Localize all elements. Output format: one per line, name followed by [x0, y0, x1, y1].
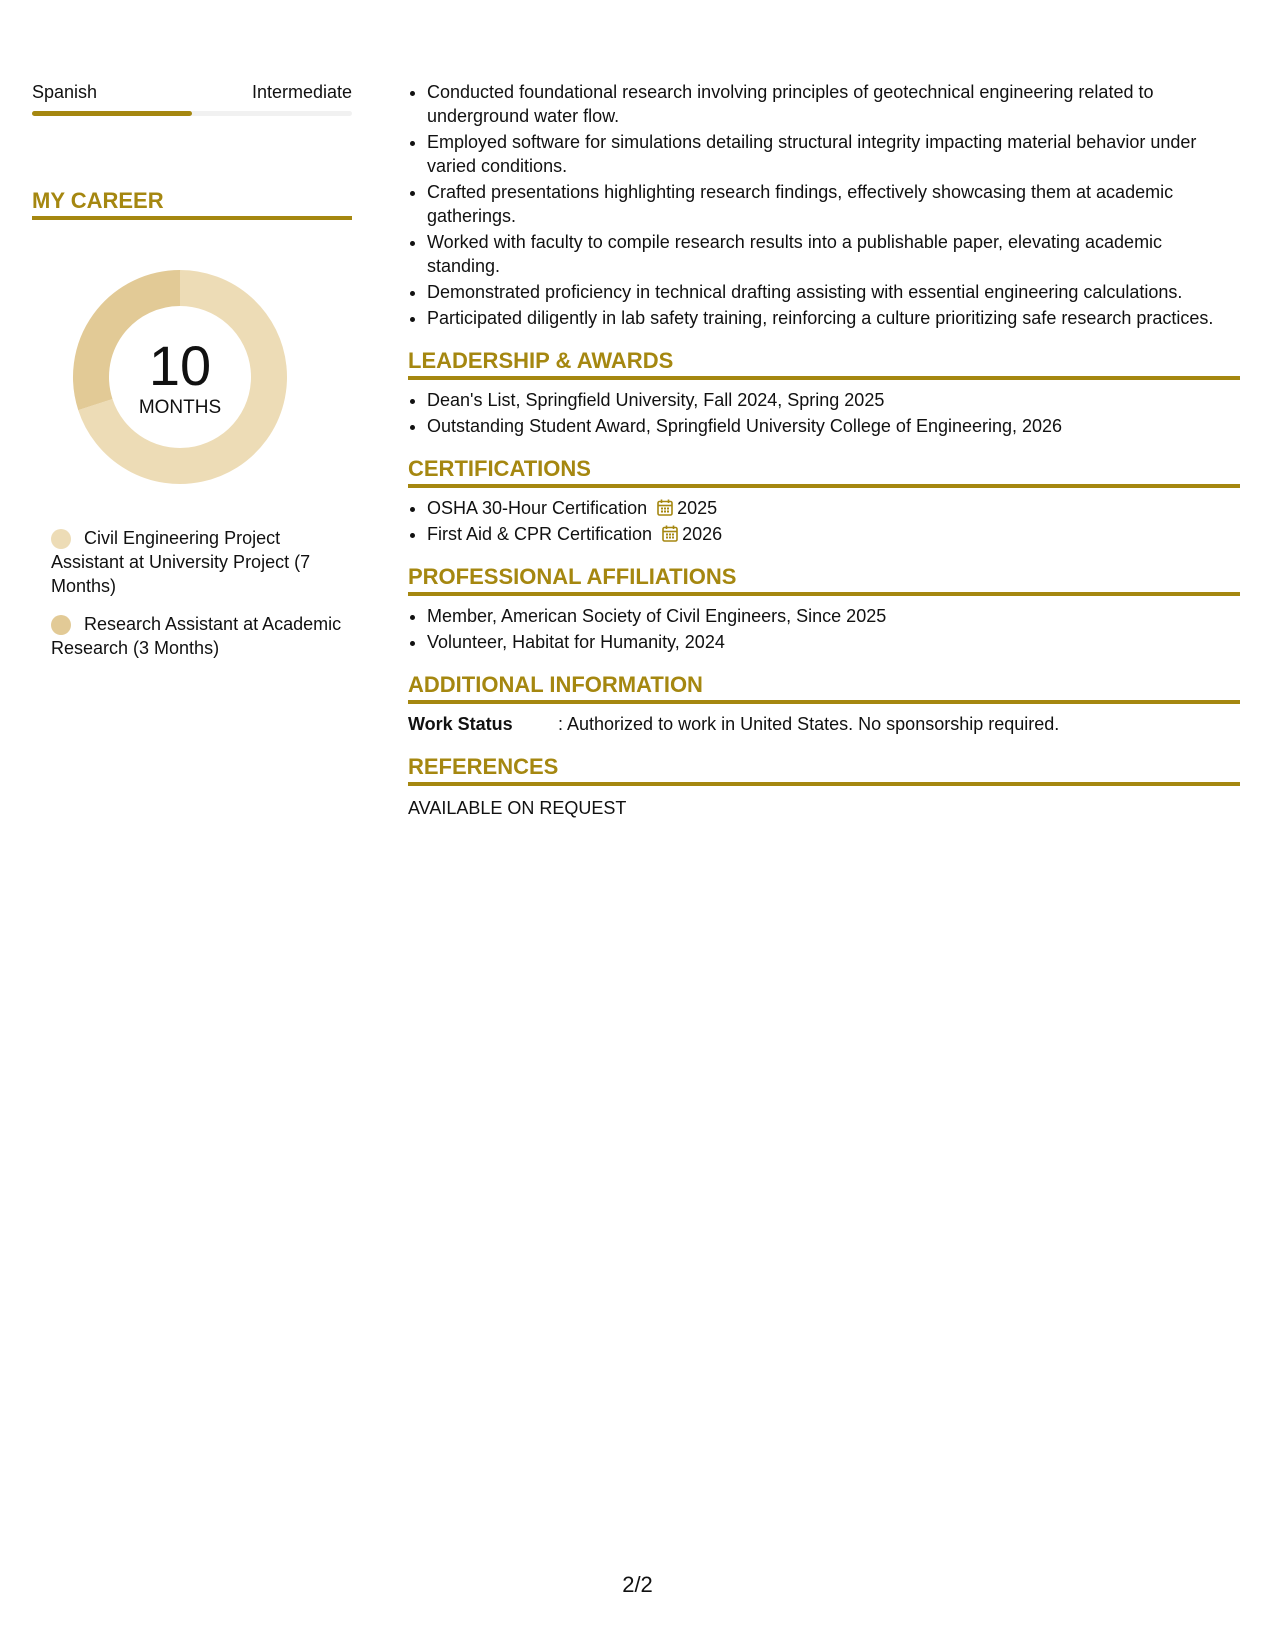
- legend-item: [51, 526, 352, 598]
- experience-bullet: • Employed software for simulations detailing structural integrity impacting material behavior under varied conditions.: [427, 130, 1240, 178]
- certification-item: [427, 522, 1240, 546]
- certification-year: 2026: [682, 524, 723, 544]
- certification-year: 2025: [677, 498, 718, 518]
- language-row: [32, 80, 352, 104]
- sidebar: [32, 80, 352, 674]
- career-donut-chart: [67, 264, 293, 490]
- references-text: AVAILABLE ON REQUEST: [408, 798, 627, 818]
- page-number: 2/2: [622, 1572, 653, 1597]
- experience-bullet: • Conducted foundational research involving principles of geotechnical engineering related to underground water flow.: [427, 80, 1240, 128]
- legend-dot: [51, 615, 71, 635]
- leadership-item: • Dean's List, Springfield University, Fall 2024, Spring 2025: [427, 388, 1240, 412]
- certification-item: [427, 496, 1240, 520]
- career-legend: [51, 526, 352, 660]
- leadership-heading: LEADERSHIP & AWARDS: [408, 348, 1240, 380]
- certification-name: OSHA 30-Hour Certification: [427, 498, 648, 518]
- legend-item: [51, 612, 352, 660]
- main-content: [408, 80, 1240, 820]
- additional-info-heading: ADDITIONAL INFORMATION: [408, 672, 1240, 704]
- experience-bullet: • Worked with faculty to compile research results into a publishable paper, elevating academic standing.: [427, 230, 1240, 278]
- calendar-icon: [662, 525, 678, 542]
- legend-label: Research Assistant at Academic Research (3 Months): [51, 614, 342, 658]
- career-total-value: 10: [148, 334, 212, 397]
- affiliations-list: [408, 604, 1240, 654]
- experience-bullets: [408, 80, 1240, 330]
- calendar-icon: [657, 499, 673, 516]
- experience-bullet: • Participated diligently in lab safety training, reinforcing a culture prioritizing safe research practices.: [427, 306, 1240, 330]
- affiliation-item: • Volunteer, Habitat for Humanity, 2024: [427, 630, 1240, 654]
- experience-bullet: • Crafted presentations highlighting research findings, effectively showcasing them at academic gatherings.: [427, 180, 1240, 228]
- career-heading: MY CAREER: [32, 188, 352, 220]
- certifications-list: [408, 496, 1240, 546]
- work-status-row: [408, 712, 1240, 736]
- certifications-heading: CERTIFICATIONS: [408, 456, 1240, 488]
- career-total-unit: MONTHS: [138, 397, 222, 418]
- leadership-item: • Outstanding Student Award, Springfield University College of Engineering, 2026: [427, 414, 1240, 438]
- donut-center-label: [67, 336, 293, 420]
- certification-name: First Aid & CPR Certification: [427, 524, 653, 544]
- experience-bullet: • Demonstrated proficiency in technical drafting assisting with essential engineering calculations.: [427, 280, 1240, 304]
- affiliations-heading: PROFESSIONAL AFFILIATIONS: [408, 564, 1240, 596]
- language-proficiency-bar: [32, 111, 352, 116]
- language-level: Intermediate: [251, 82, 352, 102]
- language-name: Spanish: [32, 82, 98, 102]
- work-status-label: Work Status: [408, 714, 513, 734]
- work-status-value: : Authorized to work in United States. No sponsorship required.: [558, 714, 1060, 734]
- leadership-list: [408, 388, 1240, 438]
- language-proficiency-fill: [32, 111, 192, 116]
- legend-dot: [51, 529, 71, 549]
- references-heading: REFERENCES: [408, 754, 1240, 786]
- legend-label: Civil Engineering Project Assistant at University Project (7 Months): [51, 528, 311, 596]
- affiliation-item: • Member, American Society of Civil Engineers, Since 2025: [427, 604, 1240, 628]
